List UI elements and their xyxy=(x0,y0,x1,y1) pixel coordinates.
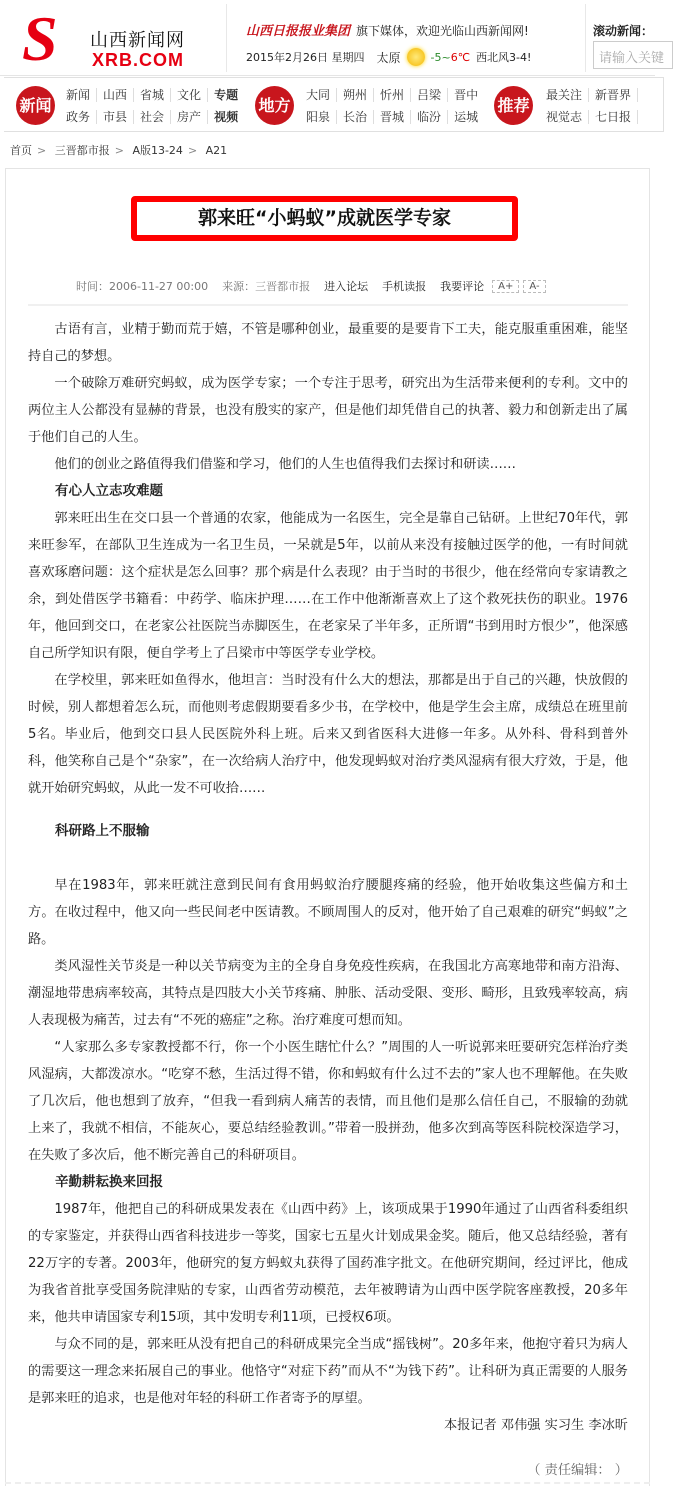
section-heading: 有心人立志攻难题 xyxy=(55,483,163,499)
site-header xyxy=(0,0,665,76)
nav-item[interactable]: 房产 xyxy=(171,110,208,124)
nav-badge-news[interactable]: 新闻 xyxy=(16,86,55,125)
paragraph: “人家那么多专家教授都不行，你一个小医生瞎忙什么？”周围的人一听说郭来旺要研究怎样治疗类风湿病，大都泼凉水。“吃穿不愁，生活过得不错，你和蚂蚁有什么过不去的”家人也不理解他。在失败了几次后，他也想到了放弃，“但我一看到病人痛苦的表情，而且他们是那么信任自己，不服输的劲就上来了，我就不相信，不能灰心，要总结经验教训。”带着一股拼劲，他多次到高等医科院校深造学习，在失败了多次后，他不断完善自己的科研项目。 xyxy=(28,1040,628,1163)
source: 来源：三晋都市报 xyxy=(222,280,311,293)
paragraph: 与众不同的是，郭来旺从没有把自己的科研成果完全当成“摇钱树”。20多年来，他抱守着只为病人的需要这一理念来拓展自己的事业。他恪守“对症下药”而从不“为钱下药”。让科研为真正需要的人服务是郭来旺的追求，也是他对年轻的科研工作者寄予的厚望。 xyxy=(28,1337,628,1406)
breadcrumb: 首页 > 三晋都市报 > A版13-24 > A21 xyxy=(10,144,228,157)
nav-item[interactable]: 视觉志 xyxy=(540,110,589,124)
nav-item[interactable]: 社会 xyxy=(134,110,171,124)
nav-item[interactable]: 吕梁 xyxy=(411,88,448,102)
site-logo[interactable] xyxy=(18,3,208,74)
article-title: 郭来旺“小蚂蚁”成就医学专家 xyxy=(131,196,518,241)
forum-link[interactable]: 进入论坛 xyxy=(324,280,369,293)
logo-mark: S xyxy=(22,3,58,74)
date-weather xyxy=(246,48,531,66)
wind: 西北风3-4! xyxy=(476,51,532,64)
nav-item[interactable]: 大同 xyxy=(300,88,337,102)
nav-item[interactable]: 忻州 xyxy=(374,88,411,102)
font-increase-button[interactable]: A+ xyxy=(492,280,519,293)
nav-item[interactable]: 七日报 xyxy=(589,110,638,124)
paragraph: 他们的创业之路值得我们借鉴和学习，他们的人生也值得我们去探讨和研读…… xyxy=(54,457,516,472)
nav-item[interactable]: 专题 xyxy=(214,88,239,102)
mobile-read-link[interactable]: 手机读报 xyxy=(382,280,427,293)
article-meta xyxy=(76,278,546,294)
search-input[interactable]: 请输入关键 xyxy=(593,41,673,69)
date: 2015年2月26日 星期四 xyxy=(246,51,365,64)
nav-badge-recommend[interactable]: 推荐 xyxy=(494,86,533,125)
breadcrumb-section[interactable]: A版13-24 xyxy=(132,144,183,157)
comment-link[interactable]: 我要评论 xyxy=(440,280,485,293)
group-brand[interactable]: 山西日报报业集团 xyxy=(246,24,351,39)
breadcrumb-home[interactable]: 首页 xyxy=(10,144,32,157)
group-banner xyxy=(246,20,529,39)
nav-item[interactable]: 省城 xyxy=(134,88,171,102)
sun-icon xyxy=(407,48,425,66)
paragraph: 类风湿性关节炎是一种以关节病变为主的全身自身免疫性疾病，在我国北方高寒地带和南方沿海、潮湿地带患病率较高，其特点是四肢大小关节疼痛、肿胀、活动受限、变形、畸形，且致残率较高，病人表现极为痛苦，过去有“不死的癌症”之称。治疗难度可想而知。 xyxy=(28,959,628,1028)
paragraph: 古语有言，业精于勤而荒于嬉，不管是哪种创业，最重要的是要肯下工夫，能克服重重困难，能坚持自己的梦想。 xyxy=(28,322,628,364)
paragraph: 早在1983年，郭来旺就注意到民间有食用蚂蚁治疗腰腿疼痛的经验，他开始收集这些偏方和土方。在收过程中，他又向一些民间老中医请教。不顾周围人的反对，他开始了自己艰难的研究“蚂蚁”之路。 xyxy=(28,878,628,947)
breadcrumb-paper[interactable]: 三晋都市报 xyxy=(54,144,110,157)
nav-item[interactable]: 政务 xyxy=(60,110,97,124)
paragraph: 一个破除万难研究蚂蚁，成为医学专家；一个专注于思考，研究出为生活带来便利的专利。文中的两位主人公都没有显赫的背景，也没有殷实的家产，但是他们却凭借自己的执著、毅力和创新走出了属于他们自己的人生。 xyxy=(28,376,628,445)
nav-item[interactable]: 新闻 xyxy=(60,88,97,102)
nav-item[interactable]: 朔州 xyxy=(337,88,374,102)
paragraph: 在学校里，郭来旺如鱼得水，他坦言：当时没有什么大的想法，那都是出于自己的兴趣，快放假的时候，别人都想着怎么玩，而他则考虑假期要看多少书，在学校中，他是学生会主席，成绩总在班里前5名。毕业后，他到交口县人民医院外科上班。后来又到省医科大进修一年多。从外科、骨科到普外科，他笑称自己是个“杂家”，在一次给病人治疗中，他发现蚂蚁对治疗类风湿病有很大疗效，于是，他就开始研究蚂蚁，从此一发不可收拾…… xyxy=(28,673,628,796)
nav-group-news xyxy=(60,84,244,128)
nav-group-local xyxy=(300,84,484,128)
nav-item[interactable]: 市县 xyxy=(97,110,134,124)
welcome-text: 旗下媒体，欢迎光临山西新闻网! xyxy=(356,24,529,38)
breadcrumb-page[interactable]: A21 xyxy=(205,144,228,157)
spacer xyxy=(28,845,628,872)
publish-time: 时间：2006-11-27 00:00 xyxy=(76,280,209,293)
responsible-editor: （ 责任编辑： ） xyxy=(527,1463,628,1478)
divider xyxy=(28,304,628,306)
logo-cn: 山西新闻网 xyxy=(90,30,185,51)
byline: 本报记者 邓伟强 实习生 李冰昕 xyxy=(443,1418,628,1433)
paragraph: 1987年，他把自己的科研成果发表在《山西中药》上，该项成果于1990年通过了山西省科委组织的专家鉴定，并获得山西省科技进步一等奖，国家七五星火计划成果金奖。随后，他又总结经验，著有22万字的专著。2003年，他研究的复方蚂蚁丸获得了国药准字批文。在他研究期间，经过评比，他成为我省首批享受国务院津贴的专家，山西省劳动模范，去年被聘请为山西中医学院客座教授，20多年来，他共申请国家专利15项，其中发明专利11项，已授权6项。 xyxy=(28,1202,628,1325)
rolling-news-label: 滚动新闻： xyxy=(593,24,654,38)
nav-group-recommend xyxy=(540,84,638,128)
nav-item[interactable]: 视频 xyxy=(214,110,239,124)
nav-item[interactable]: 文化 xyxy=(171,88,208,102)
article-body xyxy=(28,316,628,1484)
nav-item[interactable]: 山西 xyxy=(97,88,134,102)
nav-item[interactable]: 运城 xyxy=(454,110,479,124)
divider xyxy=(5,1482,650,1484)
nav-item[interactable]: 新晋界 xyxy=(589,88,638,102)
logo-en: XRB.COM xyxy=(92,50,184,70)
city: 太原 xyxy=(376,50,401,65)
paragraph: 郭来旺出生在交口县一个普通的农家，他能成为一名医生，完全是靠自己钻研。上世纪70年代，郭来旺参军，在部队卫生连成为一名卫生员，一呆就是5年，以前从来没有接触过医学的他，一有时间就喜欢琢磨问题：这个症状是怎么回事？那个病是什么表现？由于当时的书很少，他在经常向专家请教之余，到处借医学书籍看：中药学、临床护理……在工作中他渐渐喜欢上了这个救死扶伤的职业。1976年，他回到交口，在老家公社医院当赤脚医生，在老家呆了半年多，正所谓“书到用时方恨少”，他深感自己所学知识有限，便自学考上了吕梁市中等医学专业学校。 xyxy=(28,511,628,661)
section-heading: 辛勤耕耘换来回报 xyxy=(55,1174,163,1190)
nav-item[interactable]: 阳泉 xyxy=(300,110,337,124)
section-heading: 科研路上不服输 xyxy=(55,823,150,839)
temperature: -5~6℃ xyxy=(430,50,471,64)
main-nav xyxy=(4,77,664,132)
font-decrease-button[interactable]: A- xyxy=(523,280,545,293)
nav-item[interactable]: 最关注 xyxy=(540,88,589,102)
nav-item[interactable]: 晋中 xyxy=(454,88,479,102)
nav-item[interactable]: 晋城 xyxy=(374,110,411,124)
nav-item[interactable]: 长治 xyxy=(337,110,374,124)
nav-badge-local[interactable]: 地方 xyxy=(255,86,294,125)
nav-item[interactable]: 临汾 xyxy=(411,110,448,124)
